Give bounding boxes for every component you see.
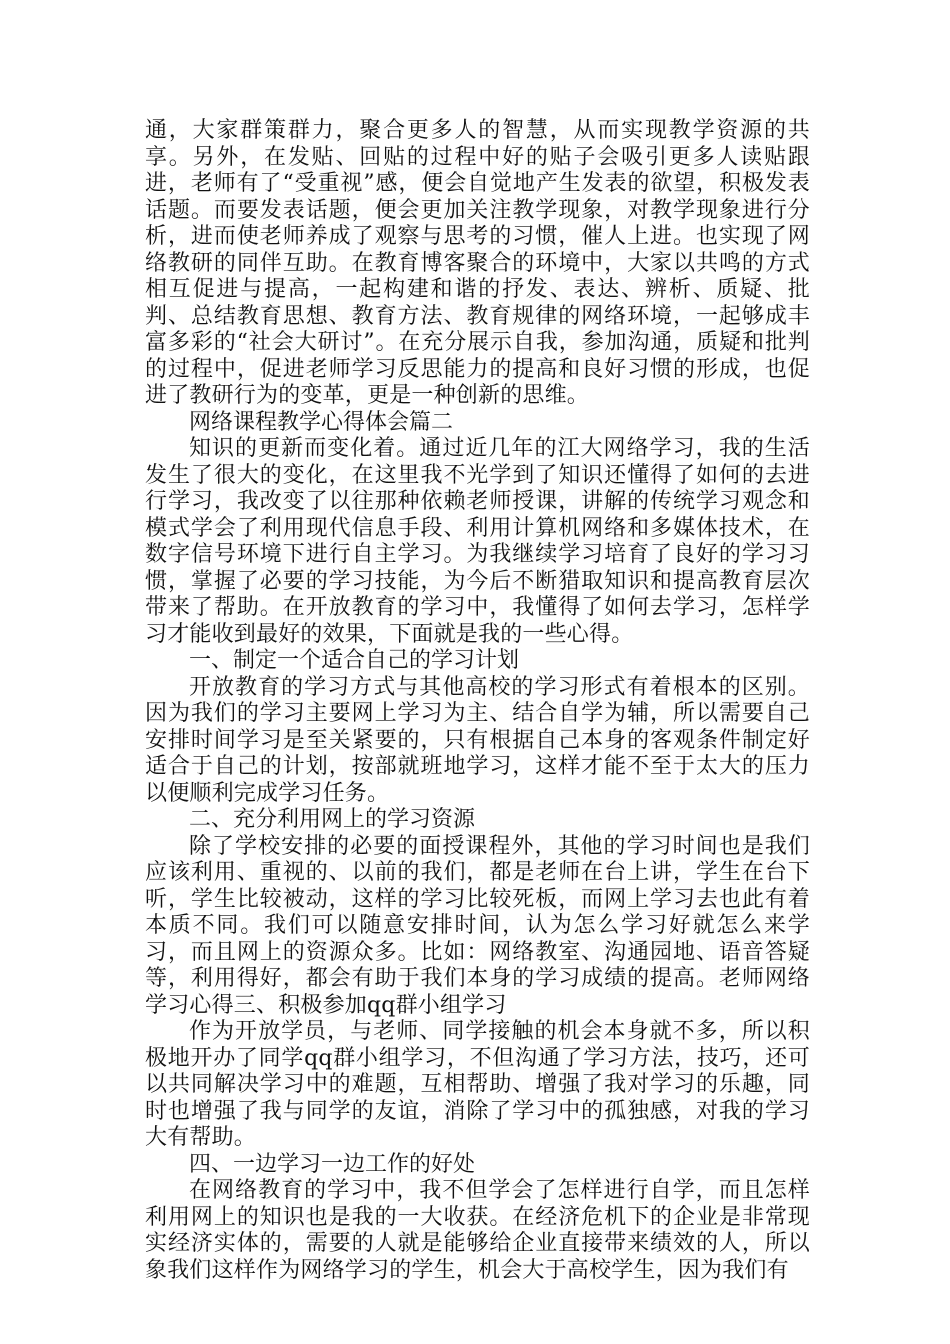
- paragraph-2: 知识的更新而变化着。通过近几年的江大网络学习，我的生活发生了很大的变化，在这里我不光学到了知识还懂得了如何的去进行学习，我改变了以往那种依赖老师授课，讲解的传统学习观念和模式学会了利用现代信息手段、利用计算机网络和多媒体技术，在数字信号环境下进行自主学习。为我继续学习培育了良好的学习习惯，掌握了必要的学习技能，为今后不断猎取知识和提高教育层次带来了帮助。在开放教育的学习中，我懂得了如何去学习，怎样学习才能收到最好的效果，下面就是我的一些心得。: [145, 436, 810, 647]
- paragraph-5: 作为开放学员，与老师、同学接触的机会本身就不多，所以积极地开办了同学qq群小组学习，不但沟通了学习方法，技巧，还可以共同解决学习中的难题，互相帮助、增强了我对学习的乐趣，同时也增强了我与同学的友谊，消除了学习中的孤独感，对我的学习大有帮助。: [145, 1019, 810, 1150]
- heading-4: 四、一边学习一边工作的好处: [189, 1151, 476, 1177]
- paragraph-3: 开放教育的学习方式与其他高校的学习形式有着根本的区别。因为我们的学习主要网上学习为主、结合自学为辅，所以需要自己安排时间学习是至关紧要的，只有根据自己本身的客观条件制定好适合于自己的计划，按部就班地学习，这样才能不至于太大的压力以便顺利完成学习任务。: [145, 674, 810, 806]
- paragraph-1: 通，大家群策群力，聚合更多人的智慧，从而实现教学资源的共享。另外，在发贴、回贴的过程中好的贴子会吸引更多人读贴跟进，老师有了“受重视”感，便会自觉地产生发表的欲望，积极发表话题。而要发表话题，便会更加关注教学现象，对教学现象进行分析，进而使老师养成了观察与思考的习惯，催人上进。也实现了网络教研的同伴互助。在教育博客聚合的环境中，大家以共鸣的方式相互促进与提高，一起构建和谐的抒发、表达、辨析、质疑、批判、总结教育思想、教育方法、教育规律的网络环境，一起够成丰富多彩的“社会大研讨”。在充分展示自我，参加沟通，质疑和批判的过程中，促进老师学习反思能力的提高和良好习惯的形成，也促进了教研行为的变革，更是一种创新的思维。: [145, 118, 810, 408]
- paragraph-4: 除了学校安排的必要的面授课程外，其他的学习时间也是我们应该利用、重视的、以前的我们，都是老师在台上讲，学生在台下听，学生比较被动，这样的学习比较死板，而网上学习去也此有着本质不同。我们可以随意安排时间，认为怎么学习好就怎么来学习，而且网上的资源众多。比如：网络教室、沟通园地、语音答疑等，利用得好，都会有助于我们本身的学习成绩的提高。老师网络学习心得三、积极参加qq群小组学习: [145, 833, 810, 1018]
- document-page: [145, 118, 810, 1284]
- section-title: 网络课程教学心得体会篇二: [189, 409, 454, 435]
- paragraph-6: 在网络教育的学习中，我不但学会了怎样进行自学，而且怎样利用网上的知识也是我的一大收获。在经济危机下的企业是非常现实经济实体的，需要的人就是能够给企业直接带来绩效的人，所以象我们这样作为网络学习的学生，机会大于高校学生，因为我们有: [145, 1178, 810, 1283]
- heading-1: 一、制定一个适合自己的学习计划: [189, 648, 520, 673]
- heading-2: 二、充分利用网上的学习资源: [189, 807, 476, 832]
